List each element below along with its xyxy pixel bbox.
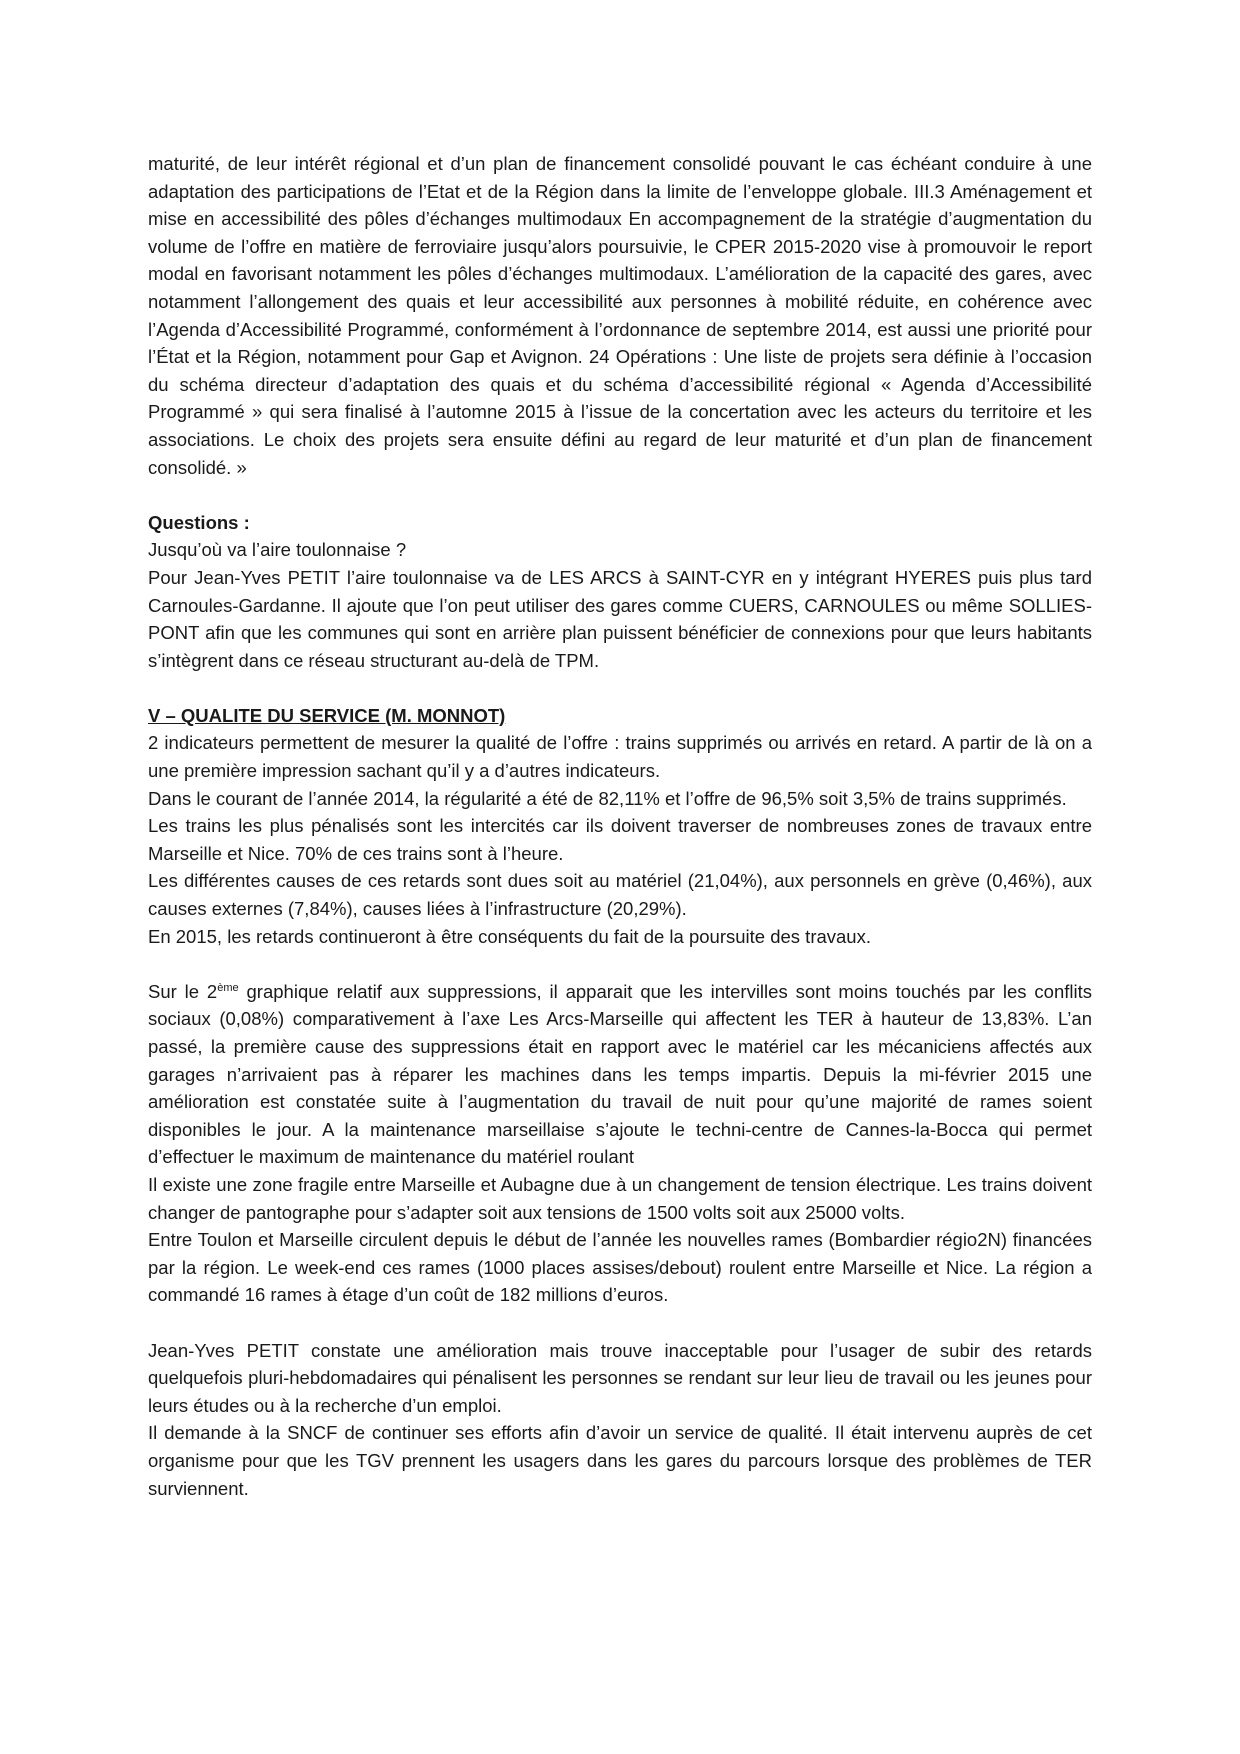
- section-paragraph: 2 indicateurs permettent de mesurer la qualité de l’offre : trains supprimés ou arrivés en retard. A partir de là on a une première impression sachant qu’il y a d’autres indicateurs.: [148, 732, 1092, 782]
- graph-paragraph-rest: graphique relatif aux suppressions, il apparait que les intervilles sont moins touchés par les conflits sociaux (0,08%) comparativement à l’axe Les Arcs-Marseille qui affectent les TER à hauteur de 13,83%. L’an passé, la première cause des suppressions était en rapport avec le matériel car les mécaniciens affectés aux garages n’arrivaient pas à réparer les machines dans les temps impartis. Depuis la mi-février 2015 une amélioration est constatée suite à l’augmentation du travail de nuit pour qu’une majorité de rames soient disponibles le jour. A la maintenance marseillaise s’ajoute le techni-centre de Cannes-la-Bocca qui permet d’effectuer le maximum de maintenance du matériel roulant: [148, 980, 1093, 1168]
- spacer: [148, 481, 1092, 509]
- closing-paragraph: Jean-Yves PETIT constate une amélioration mais trouve inacceptable pour l’usager de subir des retards quelquefois pluri-hebdomadaires qui pénalisent les personnes se rendant sur leur lieu de travail ou les jeunes pour leurs études ou à la recherche d’un emploi.: [148, 1339, 1092, 1416]
- graph-paragraph: [148, 978, 1092, 1171]
- section-paragraph: Les trains les plus pénalisés sont les intercités car ils doivent traverser de nombreuses zones de travaux entre Marseille et Nice. 70% de ces trains sont à l’heure.: [148, 815, 1092, 864]
- ordinal-superscript: ème: [217, 981, 239, 994]
- answer-paragraph: Pour Jean-Yves PETIT l’aire toulonnaise va de LES ARCS à SAINT-CYR en y intégrant HYERES puis plus tard Carnoules-Gardanne. Il ajoute que l’on peut utiliser des gares comme CUERS, CARNOULES ou même SOLLIES-PONT afin que les communes qui sont en arrière plan puissent bénéficier de connexions pour que leurs habitants s’intègrent dans ce réseau structurant au-delà de TPM.: [148, 566, 1092, 671]
- section-paragraph: Entre Toulon et Marseille circulent depuis le début de l’année les nouvelles rames (Bombardier régio2N) financées par la région. Le week-end ces rames (1000 places assises/debout) roulent entre Marseille et Nice. La région a commandé 16 rames à étage d’un coût de 182 millions d’euros.: [148, 1229, 1092, 1306]
- document-body: [148, 150, 1092, 1502]
- section-paragraph: Il existe une zone fragile entre Marseille et Aubagne due à un changement de tension électrique. Les trains doivent changer de pantographe pour s’adapter soit aux tensions de 1500 volts soit aux 25000 volts.: [148, 1173, 1092, 1223]
- question-text: Jusqu’où va l’aire toulonnaise ?: [148, 539, 407, 561]
- closing-paragraph: Il demande à la SNCF de continuer ses efforts afin d’avoir un service de qualité. Il était intervenu auprès de cet organisme pour que les TGV prennent les usagers dans les gares du parcours lorsque des problèmes de TER surviennent.: [148, 1422, 1092, 1499]
- section-paragraph: Les différentes causes de ces retards sont dues soit au matériel (21,04%), aux personnels en grève (0,46%), aux causes externes (7,84%), causes liées à l’infrastructure (20,29%).: [148, 870, 1092, 920]
- graph-paragraph-prefix: Sur le 2: [148, 980, 218, 1002]
- spacer: [148, 950, 1092, 978]
- spacer: [148, 674, 1092, 702]
- section-paragraph: Dans le courant de l’année 2014, la régularité a été de 82,11% et l’offre de 96,5% soit 3,5% de trains supprimés.: [148, 787, 1067, 809]
- section-v-heading: V – QUALITE DU SERVICE (M. MONNOT): [148, 704, 506, 726]
- spacer: [148, 1309, 1092, 1337]
- questions-heading: Questions :: [148, 511, 250, 533]
- intro-paragraph: maturité, de leur intérêt régional et d’un plan de financement consolidé pouvant le cas échéant conduire à une adaptation des participations de l’Etat et de la Région dans la limite de l’enveloppe globale. III.3 Aménagement et mise en accessibilité des pôles d’échanges multimodaux En accompagnement de la stratégie d’augmentation du volume de l’offre en matière de ferroviaire jusqu’alors poursuivie, le CPER 2015-2020 vise à promouvoir le report modal en favorisant notamment les pôles d’échanges multimodaux. L’amélioration de la capacité des gares, avec notamment l’allongement des quais et leur accessibilité aux personnes à mobilité réduite, en cohérence avec l’Agenda d’Accessibilité Programmé, conformément à l’ordonnance de septembre 2014, est aussi une priorité pour l’État et la Région, notamment pour Gap et Avignon. 24 Opérations : Une liste de projets sera définie à l’occasion du schéma directeur d’adaptation des quais et du schéma d’accessibilité régional « Agenda d’Accessibilité Programmé » qui sera finalisé à l’automne 2015 à l’issue de la concertation avec les acteurs du territoire et les associations. Le choix des projets sera ensuite défini au regard de leur maturité et d’un plan de financement consolidé. »: [148, 153, 1092, 478]
- section-paragraph: En 2015, les retards continueront à être conséquents du fait de la poursuite des travaux.: [148, 925, 871, 947]
